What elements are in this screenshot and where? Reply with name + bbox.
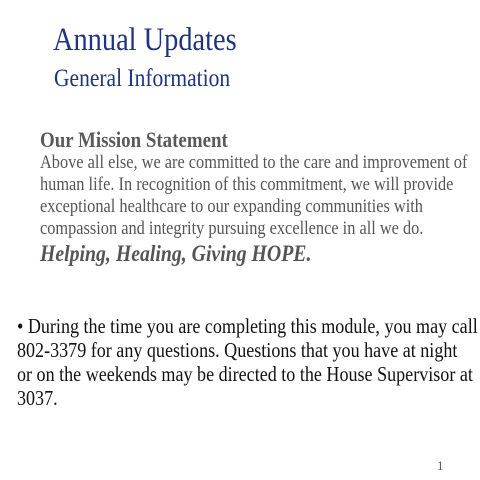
page-number: 1 — [437, 458, 444, 473]
mission-line: Above all else, we are committed to the care and improvement of — [40, 152, 468, 173]
mission-motto: Helping, Healing, Giving HOPE. — [40, 241, 312, 266]
note-line: or on the weekends may be directed to the House Supervisor at — [17, 362, 473, 386]
contact-note — [17, 314, 478, 410]
mission-line: exceptional healthcare to our expanding communities with — [40, 196, 423, 217]
note-line: 802-3379 for any questions. Questions that you have at night — [17, 338, 458, 362]
note-line: 3037. — [17, 386, 58, 410]
mission-line: compassion and integrity pursuing excellence in all we do. — [40, 218, 424, 239]
mission-line: human life. In recognition of this commitment, we will provide — [40, 174, 454, 195]
page-subtitle: General Information — [54, 65, 231, 92]
mission-heading: Our Mission Statement — [40, 127, 228, 152]
page-title: Annual Updates — [53, 22, 237, 58]
mission-statement — [40, 152, 468, 240]
note-line: • During the time you are completing this module, you may call — [17, 314, 478, 338]
